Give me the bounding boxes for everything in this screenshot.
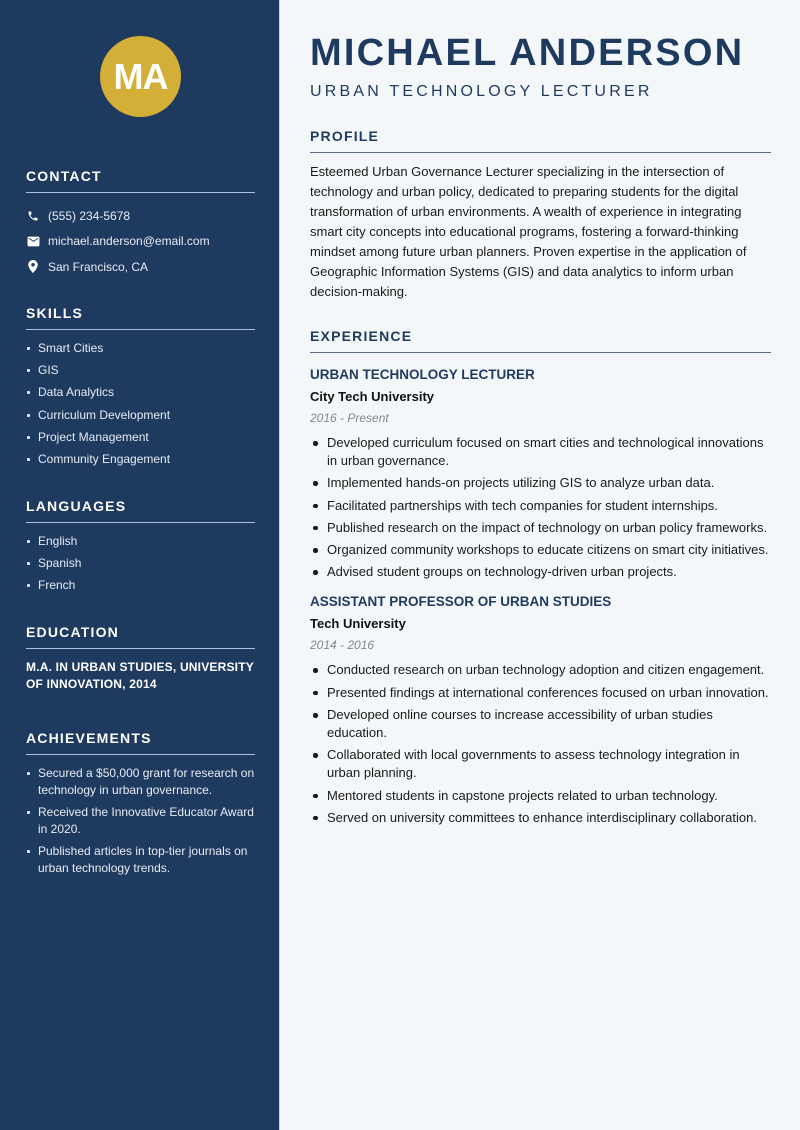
job-bullet: Facilitated partnerships with tech companies for student internships. [310, 497, 771, 515]
candidate-name: MICHAEL ANDERSON [310, 32, 745, 74]
skill-item: Community Engagement [26, 451, 255, 468]
skill-item: Curriculum Development [26, 407, 255, 424]
languages-section [26, 498, 255, 600]
phone-icon [26, 209, 40, 223]
skill-item: GIS [26, 362, 255, 379]
achievement-item: Secured a $50,000 grant for research on technology in urban governance. [26, 765, 255, 799]
profile-summary: Esteemed Urban Governance Lecturer specializing in the intersection of technology and urban policy, dedicated to preparing students for the digital transformation of urban environments. A wealth of experience in integrating smart city concepts into educational programs, fostering a forward-thinking mindset among future urban planners. Proven expertise in the application of Geographic Information Systems (GIS) and data analytics to inform urban decision-making. [310, 164, 747, 299]
contact-section [26, 168, 255, 280]
location-text: San Francisco, CA [48, 259, 149, 274]
contact-heading: CONTACT [26, 168, 255, 193]
email-text: michael.anderson@email.com [48, 234, 210, 249]
skill-item: Data Analytics [26, 384, 255, 401]
job-bullet: Published research on the impact of technology on urban policy frameworks. [310, 519, 771, 537]
contact-phone [26, 203, 255, 229]
achievement-item: Published articles in top-tier journals on urban technology trends. [26, 843, 255, 877]
contact-email [26, 229, 255, 255]
job-bullet: Collaborated with local governments to assess technology integration in urban planning. [310, 746, 771, 782]
skill-item: Project Management [26, 429, 255, 446]
achievement-item: Received the Innovative Educator Award in 2020. [26, 804, 255, 838]
job-bullet: Developed curriculum focused on smart cities and technological innovations in urban governance. [310, 434, 771, 470]
job-bullet: Conducted research on urban technology adoption and citizen engagement. [310, 661, 771, 679]
language-item: Spanish [26, 555, 255, 572]
skills-heading: SKILLS [26, 305, 255, 330]
education-heading: EDUCATION [26, 624, 255, 649]
job-bullet: Implemented hands-on projects utilizing GIS to analyze urban data. [310, 474, 771, 492]
job-company: Tech University [310, 616, 406, 632]
candidate-title: URBAN TECHNOLOGY LECTURER [310, 83, 653, 100]
experience-heading: EXPERIENCE [310, 328, 771, 353]
job-bullet: Developed online courses to increase accessibility of urban studies education. [310, 706, 771, 742]
language-item: English [26, 533, 255, 550]
sidebar [0, 0, 280, 1130]
languages-heading: LANGUAGES [26, 498, 255, 523]
skill-item: Smart Cities [26, 340, 255, 357]
job-company: City Tech University [310, 389, 435, 404]
achievements-section [26, 730, 255, 883]
job-bullets [310, 434, 771, 581]
education-section [26, 624, 255, 693]
contact-list [26, 203, 255, 280]
location-pin-icon [26, 260, 40, 274]
job-entry [310, 593, 771, 826]
avatar-initials: MA [113, 55, 168, 97]
job-dates: 2014 - 2016 [310, 638, 375, 653]
job-entry [310, 366, 771, 581]
languages-list [26, 533, 255, 594]
skills-list [26, 340, 255, 468]
job-role: ASSISTANT PROFESSOR OF URBAN STUDIES [310, 594, 612, 610]
experience-section [310, 328, 771, 831]
job-bullet: Presented findings at international conferences focused on urban innovation. [310, 684, 771, 702]
email-icon [26, 234, 40, 248]
job-dates: 2016 - Present [310, 411, 389, 425]
achievements-list [26, 765, 255, 877]
phone-text: (555) 234-5678 [48, 208, 131, 223]
profile-heading: PROFILE [310, 128, 771, 153]
job-role: URBAN TECHNOLOGY LECTURER [310, 367, 535, 382]
profile-section [310, 128, 771, 302]
skills-section [26, 305, 255, 473]
language-item: French [26, 577, 255, 594]
job-bullet: Served on university committees to enhance interdisciplinary collaboration. [310, 809, 771, 827]
job-bullet: Advised student groups on technology-driven urban projects. [310, 563, 771, 581]
education-degree: M.A. IN URBAN STUDIES, UNIVERSITY OF INNOVATION, 2014 [26, 660, 254, 691]
achievements-heading: ACHIEVEMENTS [26, 730, 255, 755]
avatar [100, 36, 181, 117]
job-bullets [310, 661, 771, 826]
contact-location [26, 254, 255, 280]
job-bullet: Mentored students in capstone projects related to urban technology. [310, 787, 771, 805]
job-bullet: Organized community workshops to educate citizens on smart city initiatives. [310, 541, 771, 559]
